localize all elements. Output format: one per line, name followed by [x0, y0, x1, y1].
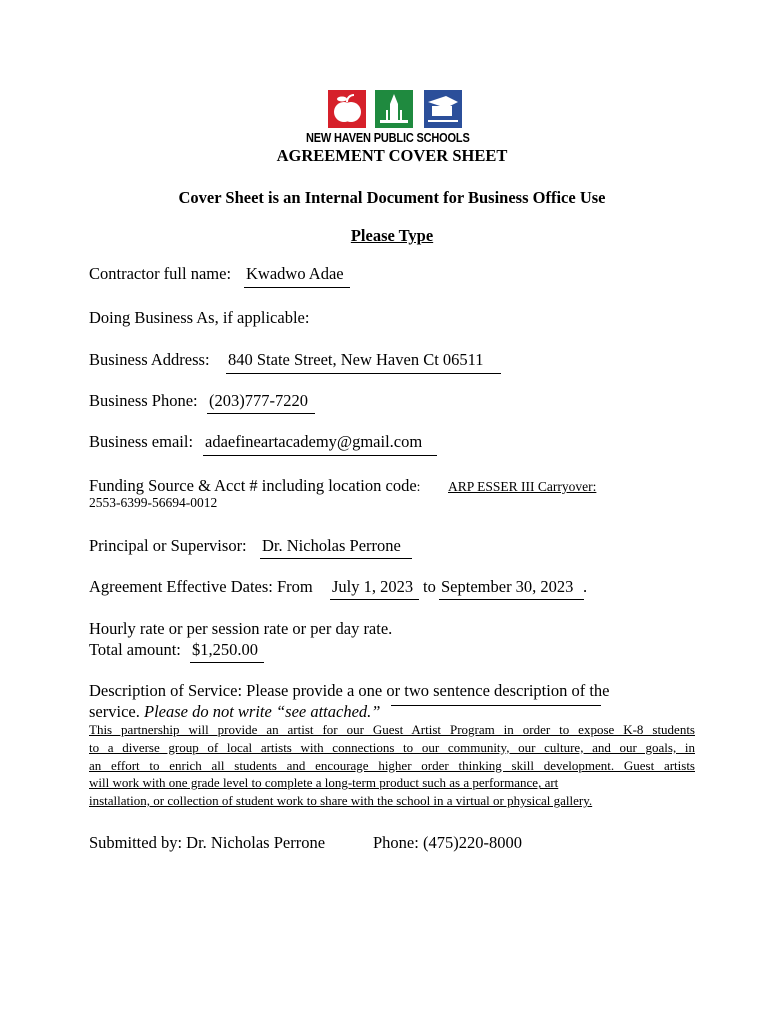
address-value[interactable]: 840 State Street, New Haven Ct 06511 [228, 350, 484, 369]
dates-to-label: to [423, 577, 436, 596]
phone-label: Business Phone: [89, 391, 198, 410]
description-line: an effort to enrich all students and encourage higher order thinking skill development. Guest artists [89, 757, 695, 773]
description-label-line2: service. Please do not write “see attached.” [89, 702, 381, 721]
contractor-label: Contractor full name: [89, 264, 232, 283]
email-underline [203, 455, 437, 456]
funding-label: Funding Source & Acct # including location code: [89, 476, 421, 495]
dba-label: Doing Business As, if applicable: [89, 308, 310, 327]
phone-value[interactable]: (203)777-7220 [209, 391, 308, 410]
principal-label: Principal or Supervisor: [89, 536, 247, 555]
total-underline [190, 662, 264, 663]
address-label: Business Address: [89, 350, 210, 369]
description-label: Description of Service: Please provide a one or two sentence description of the [89, 681, 610, 700]
dates-end: . [583, 577, 588, 596]
dates-label: Agreement Effective Dates: From [89, 577, 313, 596]
description-underline [391, 705, 601, 706]
school-logo [328, 90, 464, 128]
description-line: installation, or collection of student work to share with the school in a virtual or physical gallery. [89, 793, 593, 809]
subtitle: Cover Sheet is an Internal Document for Business Office Use [178, 188, 606, 207]
footer-phone: Phone: (475)220-8000 [373, 833, 522, 852]
total-label: Total amount: [89, 640, 181, 659]
address-underline [226, 373, 501, 374]
funding-value[interactable]: ARP ESSER III Carryover: [448, 479, 597, 494]
description-text[interactable] [89, 721, 695, 810]
submitted-by: Submitted by: Dr. Nicholas Perrone [89, 833, 326, 852]
description-line: will work with one grade level to complete a long-term product such as a performance, art [89, 775, 559, 791]
instruction: Please Type [350, 226, 434, 245]
page-title: AGREEMENT COVER SHEET [276, 146, 508, 165]
total-value[interactable]: $1,250.00 [192, 640, 258, 659]
dates-from-underline [330, 599, 419, 600]
email-value[interactable]: adaefineartacademy@gmail.com [205, 432, 423, 451]
contractor-value[interactable]: Kwadwo Adae [246, 264, 344, 283]
contractor-underline [244, 287, 350, 288]
principal-underline [260, 558, 412, 559]
org-name: NEW HAVEN PUBLIC SCHOOLS [306, 131, 470, 145]
description-line: This partnership will provide an artist for our Guest Artist Program in order to expose K-8 students [89, 722, 695, 737]
principal-value[interactable]: Dr. Nicholas Perrone [262, 536, 401, 555]
funding-account[interactable]: 2553-6399-56694-0012 [89, 495, 218, 510]
description-line: to a diverse group of local artists with connections to our community, our culture, and our goals, in [89, 739, 695, 755]
email-label: Business email: [89, 432, 194, 451]
rate-label: Hourly rate or per session rate or per day rate. [89, 619, 393, 638]
dates-from[interactable]: July 1, 2023 [332, 577, 414, 596]
dates-to-underline [439, 599, 584, 600]
dates-to[interactable]: September 30, 2023 [441, 577, 574, 596]
phone-underline [207, 413, 315, 414]
